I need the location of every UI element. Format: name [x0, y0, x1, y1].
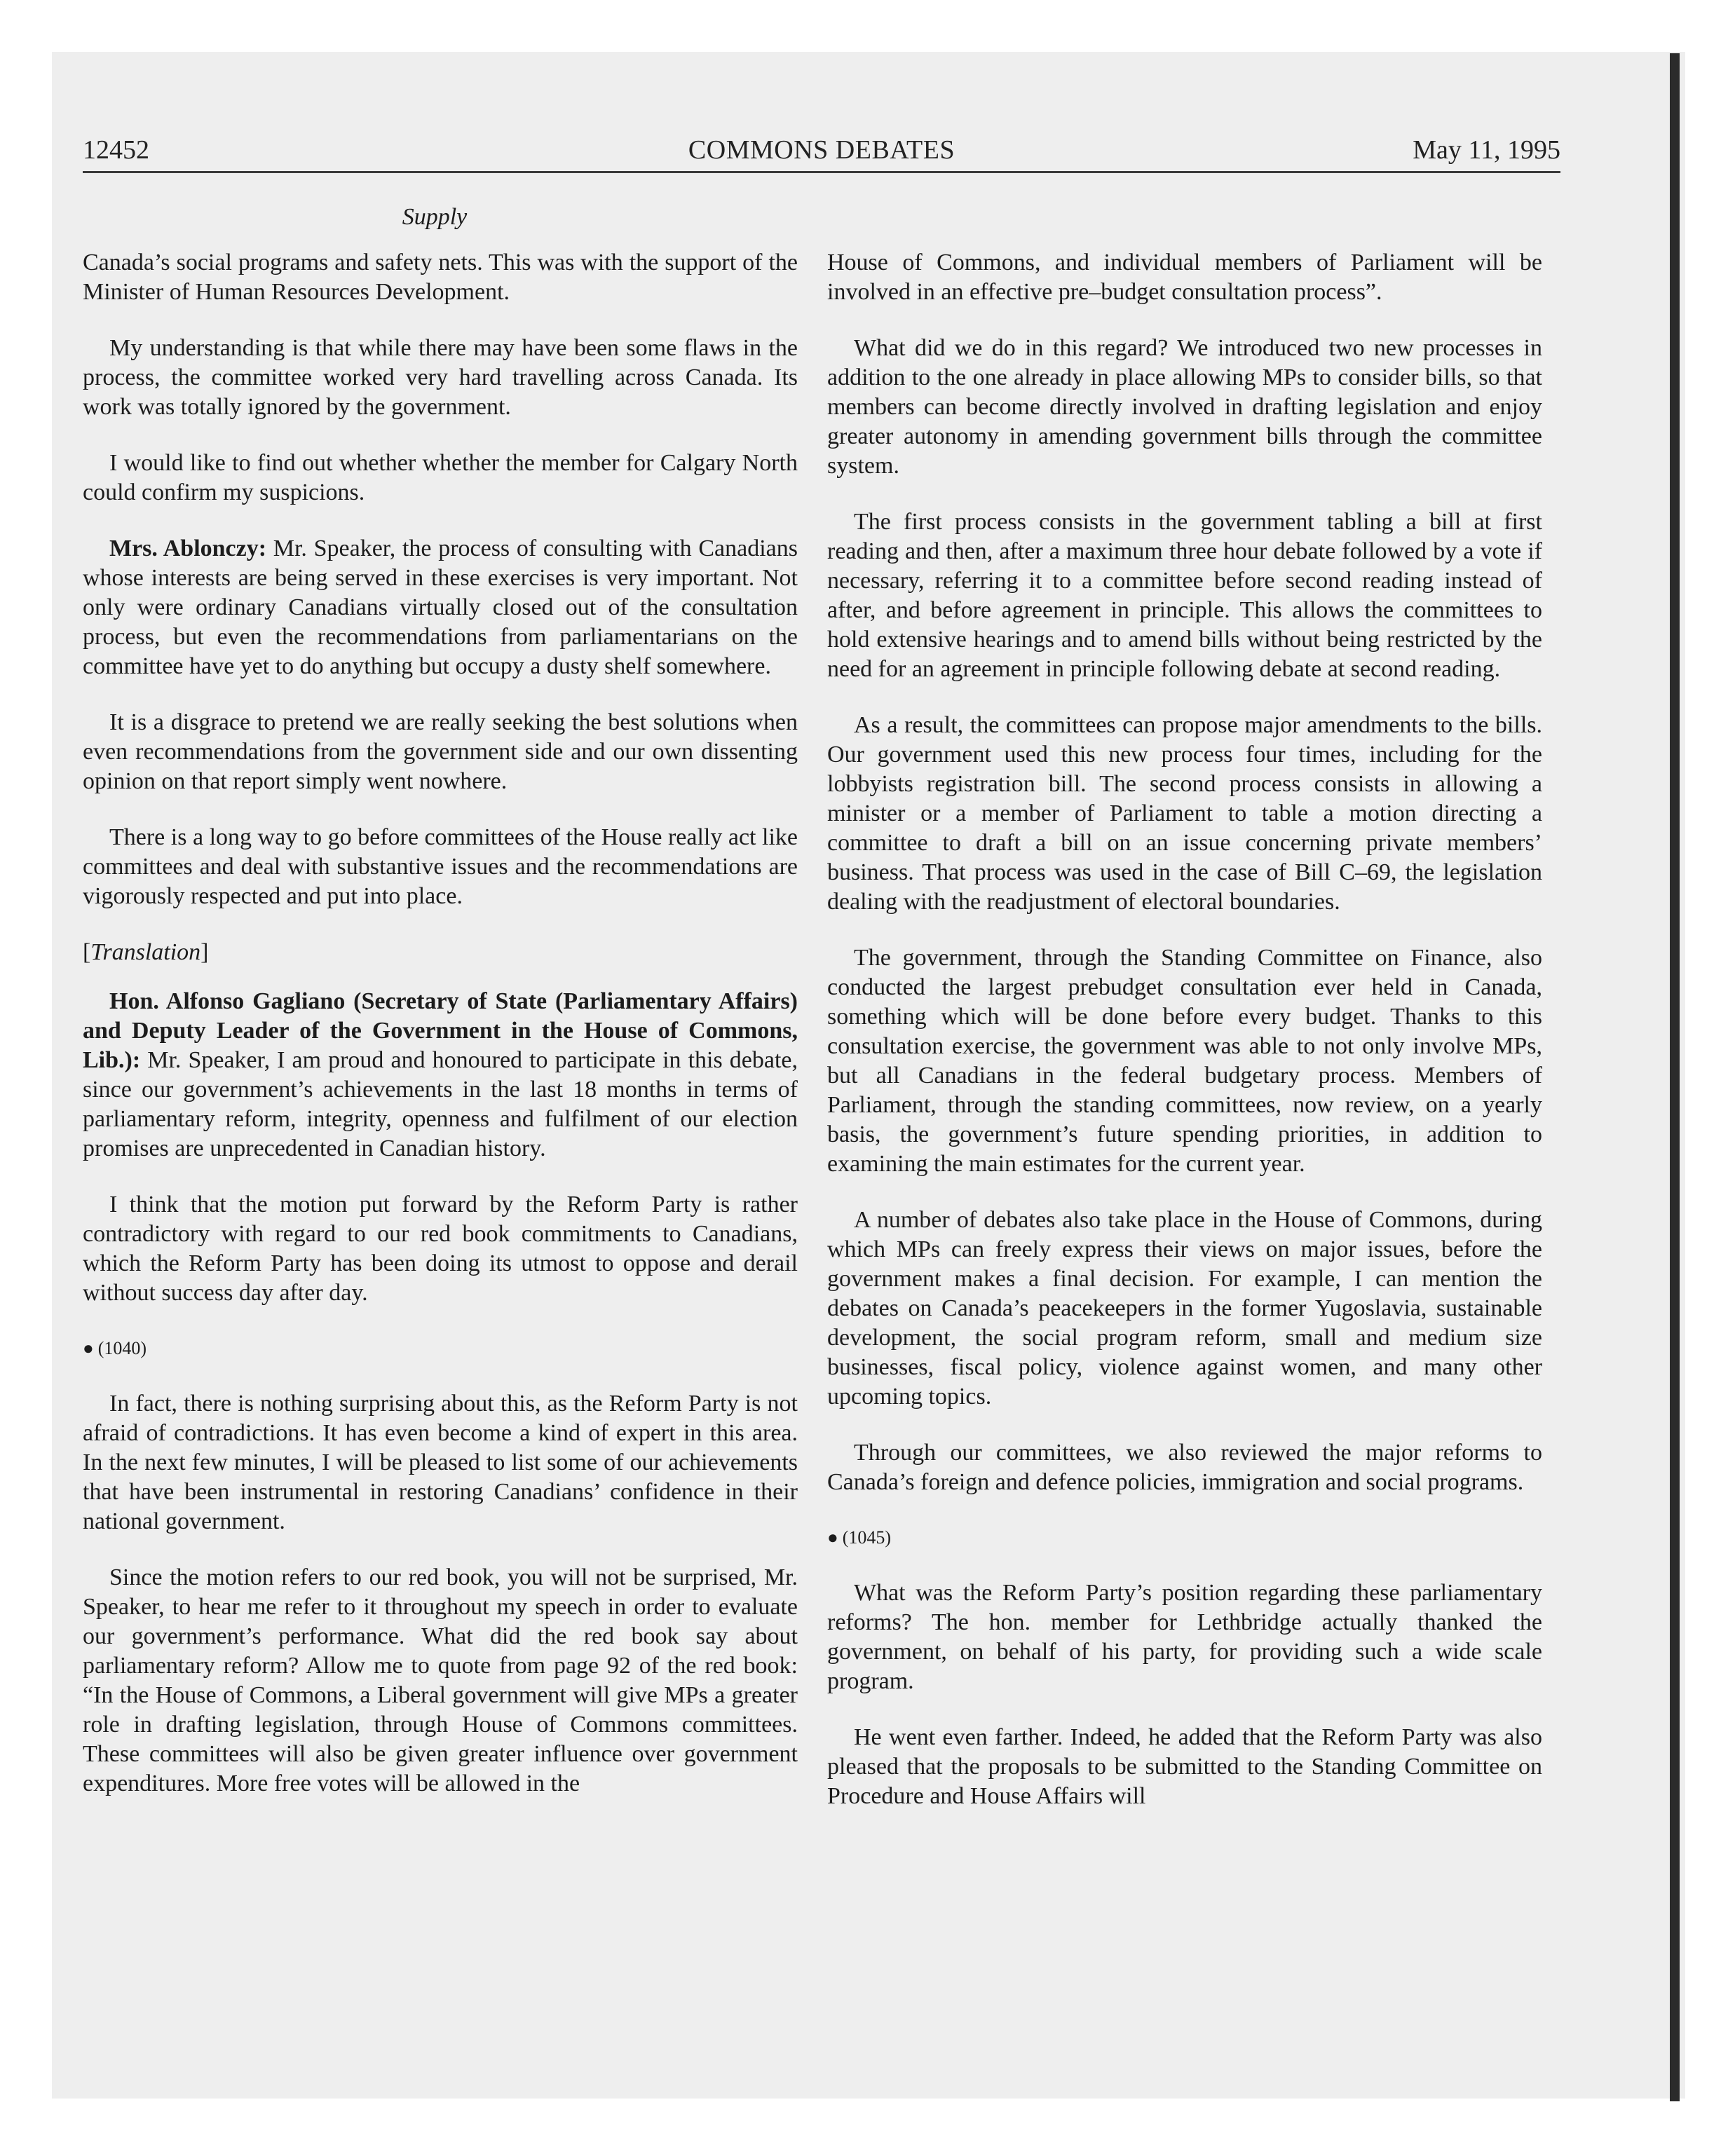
header-rule — [83, 171, 1560, 173]
section-title: Supply — [402, 204, 468, 230]
paragraph: As a result, the committees can propose major amendments to the bills. Our government used this new process four times, including for the lobbyists registration bill. The second process consists in allowing a minister or a member of Parliament to table a motion directing a committee to draft a bill on an issue concerning private members’ business. That process was used in the case of Bill C–69, the legislation dealing with the readjustment of electoral boundaries. — [827, 712, 1542, 915]
time-marker-text: (1045) — [842, 1527, 892, 1548]
time-marker — [83, 1335, 798, 1363]
paragraph: The government, through the Standing Committee on Finance, also conducted the largest prebudget consultation ever held in Canada, something which will be done before every budget. Thanks to this consultation exercise, the government was able to not only involve MPs, but all Canadians in the federal budgetary process. Members of Parliament, through the standing committees, now review, on a yearly basis, the government’s future spending priorities, in addition to examining the main estimates for the current year. — [827, 945, 1542, 1177]
bullet-icon: ● — [827, 1527, 838, 1548]
paragraph: My understanding is that while there may have been some flaws in the process, the committee worked very hard travelling across Canada. Its work was totally ignored by the government. — [83, 335, 798, 420]
paragraph: He went even farther. Indeed, he added that the Reform Party was also pleased that the proposals to be submitted to the Standing Committee on Procedure and House Affairs will — [827, 1724, 1542, 1809]
right-column — [827, 248, 1542, 1838]
speaker-name: Hon. Alfonso Gagliano (Secretary of State (Parliamentary Affairs) and Deputy Leader of the Government in the House of Commons, Lib.): — [83, 988, 798, 1073]
speech-text: Mr. Speaker, I am proud and honoured to participate in this debate, since our government’s achievements in the last 18 months in terms of parliamentary reform, integrity, openness and fulfilment of our election promises are unprecedented in Canadian history. — [83, 1047, 798, 1161]
speech-text: Mr. Speaker, the process of consulting with Canadians whose interests are being served in these exercises is very important. Not only were ordinary Canadians virtually closed out of the consultation process, but even the recommendations from parliamentarians on the committee have yet to do anything but occupy a dusty shelf somewhere. — [83, 535, 798, 679]
page-number: 12452 — [83, 135, 149, 165]
paragraph: Through our committees, we also reviewed the major reforms to Canada’s foreign and defence policies, immigration and social programs. — [827, 1440, 1542, 1495]
speech-paragraph — [83, 987, 798, 1164]
paragraph: I would like to find out whether whether the member for Calgary North could confirm my suspicions. — [83, 450, 798, 505]
translation-label: Translation — [90, 939, 201, 965]
paragraph: Canada’s social programs and safety nets. This was with the support of the Minister of Human Resources Development. — [83, 250, 798, 305]
paragraph: The first process consists in the government tabling a bill at first reading and then, after a maximum three hour debate followed by a vote if necessary, referring it to a committee before second reading instead of after, and before agreement in principle. This allows the committees to hold extensive hearings and to amend bills without being restricted by the need for an agreement in principle following debate at second reading. — [827, 509, 1542, 682]
bullet-icon: ● — [83, 1338, 94, 1358]
scan-edge-bar — [1670, 53, 1680, 2101]
speech-paragraph — [83, 534, 798, 681]
translation-tag: [Translation] — [83, 939, 209, 965]
paragraph: A number of debates also take place in the House of Commons, during which MPs can freely express their views on major issues, before the government makes a final decision. For example, I can mention the debates on Canada’s peacekeepers in the former Yugoslavia, sustainable development, the social program reform, small and medium size businesses, fiscal policy, violence against women, and many other upcoming topics. — [827, 1207, 1542, 1410]
time-marker — [827, 1524, 1542, 1552]
page-date: May 11, 1995 — [1413, 135, 1560, 165]
paragraph: In fact, there is nothing surprising about this, as the Reform Party is not afraid of contradictions. It has even become a kind of expert in this area. In the next few minutes, I will be pleased to list some of our achievements that have been instrumental in restoring Canadians’ confidence in their national government. — [83, 1391, 798, 1534]
speaker-name: Mrs. Ablonczy: — [109, 535, 267, 561]
paragraph: I think that the motion put forward by the Reform Party is rather contradictory with regard to our red book commitments to Canadians, which the Reform Party has been doing its utmost to oppose and derail without success day after day. — [83, 1192, 798, 1306]
time-marker-text: (1040) — [97, 1338, 147, 1358]
left-column — [83, 248, 798, 1825]
paragraph: What did we do in this regard? We introduced two new processes in addition to the one already in place allowing MPs to consider bills, so that members can become directly involved in drafting legislation and enjoy greater autonomy in amending government bills through the committee system. — [827, 335, 1542, 479]
paragraph: What was the Reform Party’s position regarding these parliamentary reforms? The hon. member for Lethbridge actually thanked the government, on behalf of his party, for providing such a wide scale program. — [827, 1580, 1542, 1694]
paragraph: It is a disgrace to pretend we are really seeking the best solutions when even recommendations from the government side and our own dissenting opinion on that report simply went nowhere. — [83, 709, 798, 794]
paragraph: Since the motion refers to our red book, you will not be surprised, Mr. Speaker, to hear me refer to it throughout my speech in order to evaluate our government’s performance. What did the red book say about parliamentary reform? Allow me to quote from page 92 of the red book: “In the House of Commons, a Liberal government will give MPs a greater role in drafting legislation, through House of Commons committees. These committees will also be given greater influence over government expenditures. More free votes will be allowed in the — [83, 1564, 798, 1796]
paragraph: House of Commons, and individual members of Parliament will be involved in an effective pre–budget consultation process”. — [827, 250, 1542, 305]
publication-title: COMMONS DEBATES — [688, 135, 955, 165]
running-header — [83, 130, 1560, 170]
paragraph: There is a long way to go before committees of the House really act like committees and deal with substantive issues and the recommendations are vigorously respected and put into place. — [83, 824, 798, 909]
